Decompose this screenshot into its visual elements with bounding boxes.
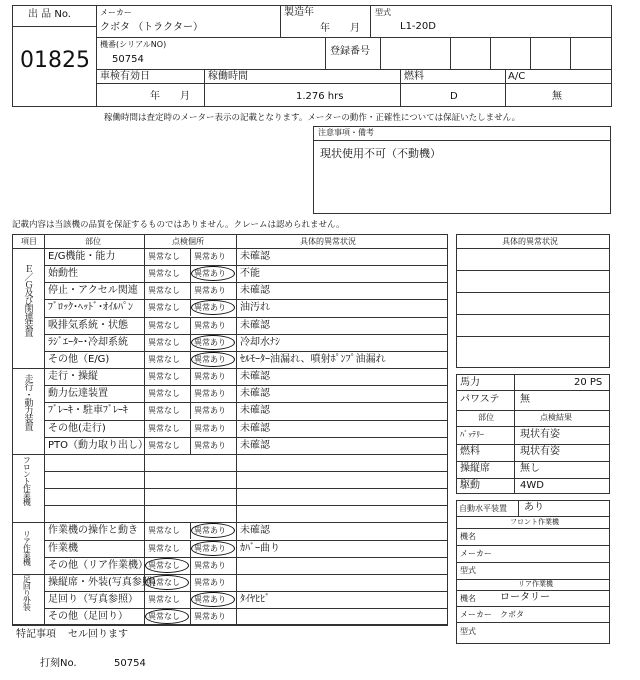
stamp-label: 打刻No. [40,658,77,669]
row-detail: 未確認 [240,320,270,331]
row-part: ﾗｼﾞｴｰﾀｰ･冷却系統 [48,337,128,348]
row-selection-circle [191,592,235,607]
row-normal-option: 異常なし [148,441,180,450]
row-detail: 冷却水ﾅｼ [240,337,280,348]
maker-label: メーカー [100,8,132,17]
check-label-seat: 操縦席 [460,463,490,474]
row-normal-option: 異常なし [148,286,180,295]
col-item-header: 項目 [21,237,37,246]
row-detail: ｶﾊﾞｰ曲り [240,543,280,554]
ac-value: 無 [552,91,562,102]
year-suffix: 年 月 [320,23,360,34]
row-abnormal-option: 異常あり [194,561,226,570]
row-detail: 未確認 [240,388,270,399]
row-selection-circle [145,558,189,573]
serial-label: 機番(シリアルNO) [100,40,167,49]
row-part: 走行・操縦 [48,371,98,382]
row-part: 作業機 [48,543,78,554]
disclaimer: 記載内容は当該機の品質を保証するものではありません。クレームは認められません。 [12,220,345,230]
maker-value: クボタ （トラクター） [100,22,203,33]
fuel-label: 燃料 [404,71,424,82]
row-detail: 未確認 [240,251,270,262]
row-abnormal-option: 異常あり [194,612,226,621]
inspection-label: 車検有効日 [100,71,150,82]
row-normal-option: 異常なし [148,612,180,621]
group-label-drive: 走行・動力装置 [22,374,33,430]
group-label-engine: Ｅ／Ｇ及び関連装置 [22,264,33,336]
row-normal-option: 異常なし [148,338,180,347]
row-detail: ﾀｲﾔﾋﾋﾞ [240,594,270,605]
row-part: 作業機の操作と動き [48,525,138,536]
hours-note: 稼働時間は査定時のメーター表示の記載となります。メーターの動作・正確性については保証いたしません。 [104,113,521,123]
row-part: 吸排気系統・状態 [48,320,128,331]
row-detail: 未確認 [240,525,270,536]
row-selection-circle [191,300,235,315]
row-abnormal-option: 異常あり [194,321,226,330]
row-abnormal-option: 異常あり [194,355,226,364]
result-header: 点検結果 [540,413,572,422]
row-selection-circle [145,609,189,624]
ps-value: 無 [520,394,530,405]
row-detail: 油汚れ [240,302,270,313]
row-normal-option: 異常なし [148,561,180,570]
row-detail: 未確認 [240,371,270,382]
front-model-label: 型式 [460,566,476,575]
row-normal-option: 異常なし [148,321,180,330]
row-normal-option: 異常なし [148,406,180,415]
serial-value: 50754 [112,54,144,65]
auto-level-value: あり [524,502,544,513]
row-abnormal-option: 異常あり [194,526,226,535]
row-normal-option: 異常なし [148,252,180,261]
group-label-rear: リア作業機 [22,530,32,565]
row-abnormal-option: 異常あり [194,544,226,553]
row-abnormal-option: 異常あり [194,595,226,604]
col-part-header: 部位 [85,237,101,246]
row-abnormal-option: 異常あり [194,252,226,261]
row-selection-circle [191,541,235,556]
detail-panel [456,234,610,368]
detail-panel-header: 具体的異常状況 [502,237,558,246]
remarks-label: 注意事項・備考 [318,128,374,137]
rear-header: リア作業機 [518,580,553,588]
ac-label: A/C [508,71,526,82]
row-abnormal-option: 異常あり [194,578,226,587]
hp-label: 馬力 [460,377,480,388]
row-detail: 未確認 [240,285,270,296]
row-normal-option: 異常なし [148,269,180,278]
row-part: 足回り（写真参照） [48,594,138,605]
rear-maker-label: メーカー [460,610,492,619]
row-part: その他（足回り） [48,611,128,622]
inspection-suffix: 年 月 [150,91,190,102]
year-label: 製造年 [284,7,314,18]
row-abnormal-option: 異常あり [194,286,226,295]
row-abnormal-option: 異常あり [194,303,226,312]
front-name-label: 機名 [460,532,476,541]
row-abnormal-option: 異常あり [194,372,226,381]
row-detail: 未確認 [240,405,270,416]
fuel-value: D [450,91,458,102]
row-selection-circle [191,352,235,367]
row-abnormal-option: 異常あり [194,406,226,415]
lot-label: 出 品 No. [28,9,71,20]
row-detail: 不能 [240,268,260,279]
row-normal-option: 異常なし [148,526,180,535]
rear-maker-value: クボタ [500,610,524,619]
reg-label: 登録番号 [330,46,370,57]
row-selection-circle [191,523,235,538]
row-detail: 未確認 [240,440,270,451]
group-label-front: フロント作業機 [22,456,32,505]
row-abnormal-option: 異常あり [194,269,226,278]
lot-number: 01825 [20,48,90,73]
check-label-drive: 駆動 [460,480,480,491]
rear-model-label: 型式 [460,627,476,636]
row-abnormal-option: 異常あり [194,424,226,433]
auto-level-label: 自動水平装置 [459,504,507,513]
row-normal-option: 異常なし [148,372,180,381]
row-part: PTO（動力取り出し） [48,440,149,451]
row-part: その他(走行) [48,423,106,434]
row-normal-option: 異常なし [148,303,180,312]
row-normal-option: 異常なし [148,424,180,433]
rear-name-label: 機名 [460,594,476,603]
check-label-fuel: 燃料 [460,446,480,457]
check-value-drive: 4WD [520,480,544,491]
row-normal-option: 異常なし [148,578,180,587]
ps-label: パワステ [460,394,500,405]
row-part: E/G機能・能力 [48,251,116,262]
row-abnormal-option: 異常あり [194,441,226,450]
row-normal-option: 異常なし [148,544,180,553]
row-selection-circle [145,575,189,590]
row-normal-option: 異常なし [148,389,180,398]
hours-label: 稼働時間 [208,71,248,82]
special-value: セル回ります [68,629,128,640]
row-detail: 未確認 [240,423,270,434]
row-normal-option: 異常なし [148,355,180,364]
model-value: L1-20D [400,21,436,32]
check-value-seat: 無し [520,463,540,474]
row-part: その他（リア作業機） [48,560,148,571]
check-label-battery: ﾊﾞｯﾃﾘｰ [460,430,484,439]
row-part: 操縦席・外装(写真参照) [48,577,156,588]
row-abnormal-option: 異常あり [194,389,226,398]
check-value-fuel: 現状有姿 [520,446,560,457]
row-detail: ｾﾙﾓｰﾀｰ油漏れ、噴射ﾎﾟﾝﾌﾟ油漏れ [240,354,386,365]
front-header: フロント作業機 [510,518,559,526]
remarks-value: 現状使用不可（不動機） [320,147,441,160]
col-detail-header: 具体的異常状況 [300,237,356,246]
row-part: 始動性 [48,268,78,279]
row-selection-circle [191,266,235,281]
check-value-battery: 現状有姿 [520,429,560,440]
row-normal-option: 異常なし [148,595,180,604]
row-part: 停止・アクセル関連 [48,285,138,296]
part-header: 部位 [478,413,494,422]
row-part: ﾌﾞﾚｰｷ・駐車ﾌﾞﾚｰｷ [48,405,128,416]
row-part: その他（E/G) [48,354,110,365]
row-part: 動力伝達装置 [48,388,108,399]
row-abnormal-option: 異常あり [194,338,226,347]
hp-value: 20 PS [574,377,603,388]
group-label-exterior: 足回り外装 [22,575,32,610]
rear-name-value: ロータリー [500,592,550,603]
stamp-value: 50754 [114,658,146,669]
model-label: 型式 [375,8,391,17]
special-label: 特記事項 [16,629,56,640]
front-maker-label: メーカー [460,549,492,558]
row-selection-circle [191,335,235,350]
row-part: ﾌﾞﾛｯｸ･ﾍｯﾄﾞ･ｵｲﾙﾊﾟﾝ [48,302,133,313]
hours-value: 1.276 hrs [296,91,344,102]
col-check-header: 点検個所 [172,237,204,246]
